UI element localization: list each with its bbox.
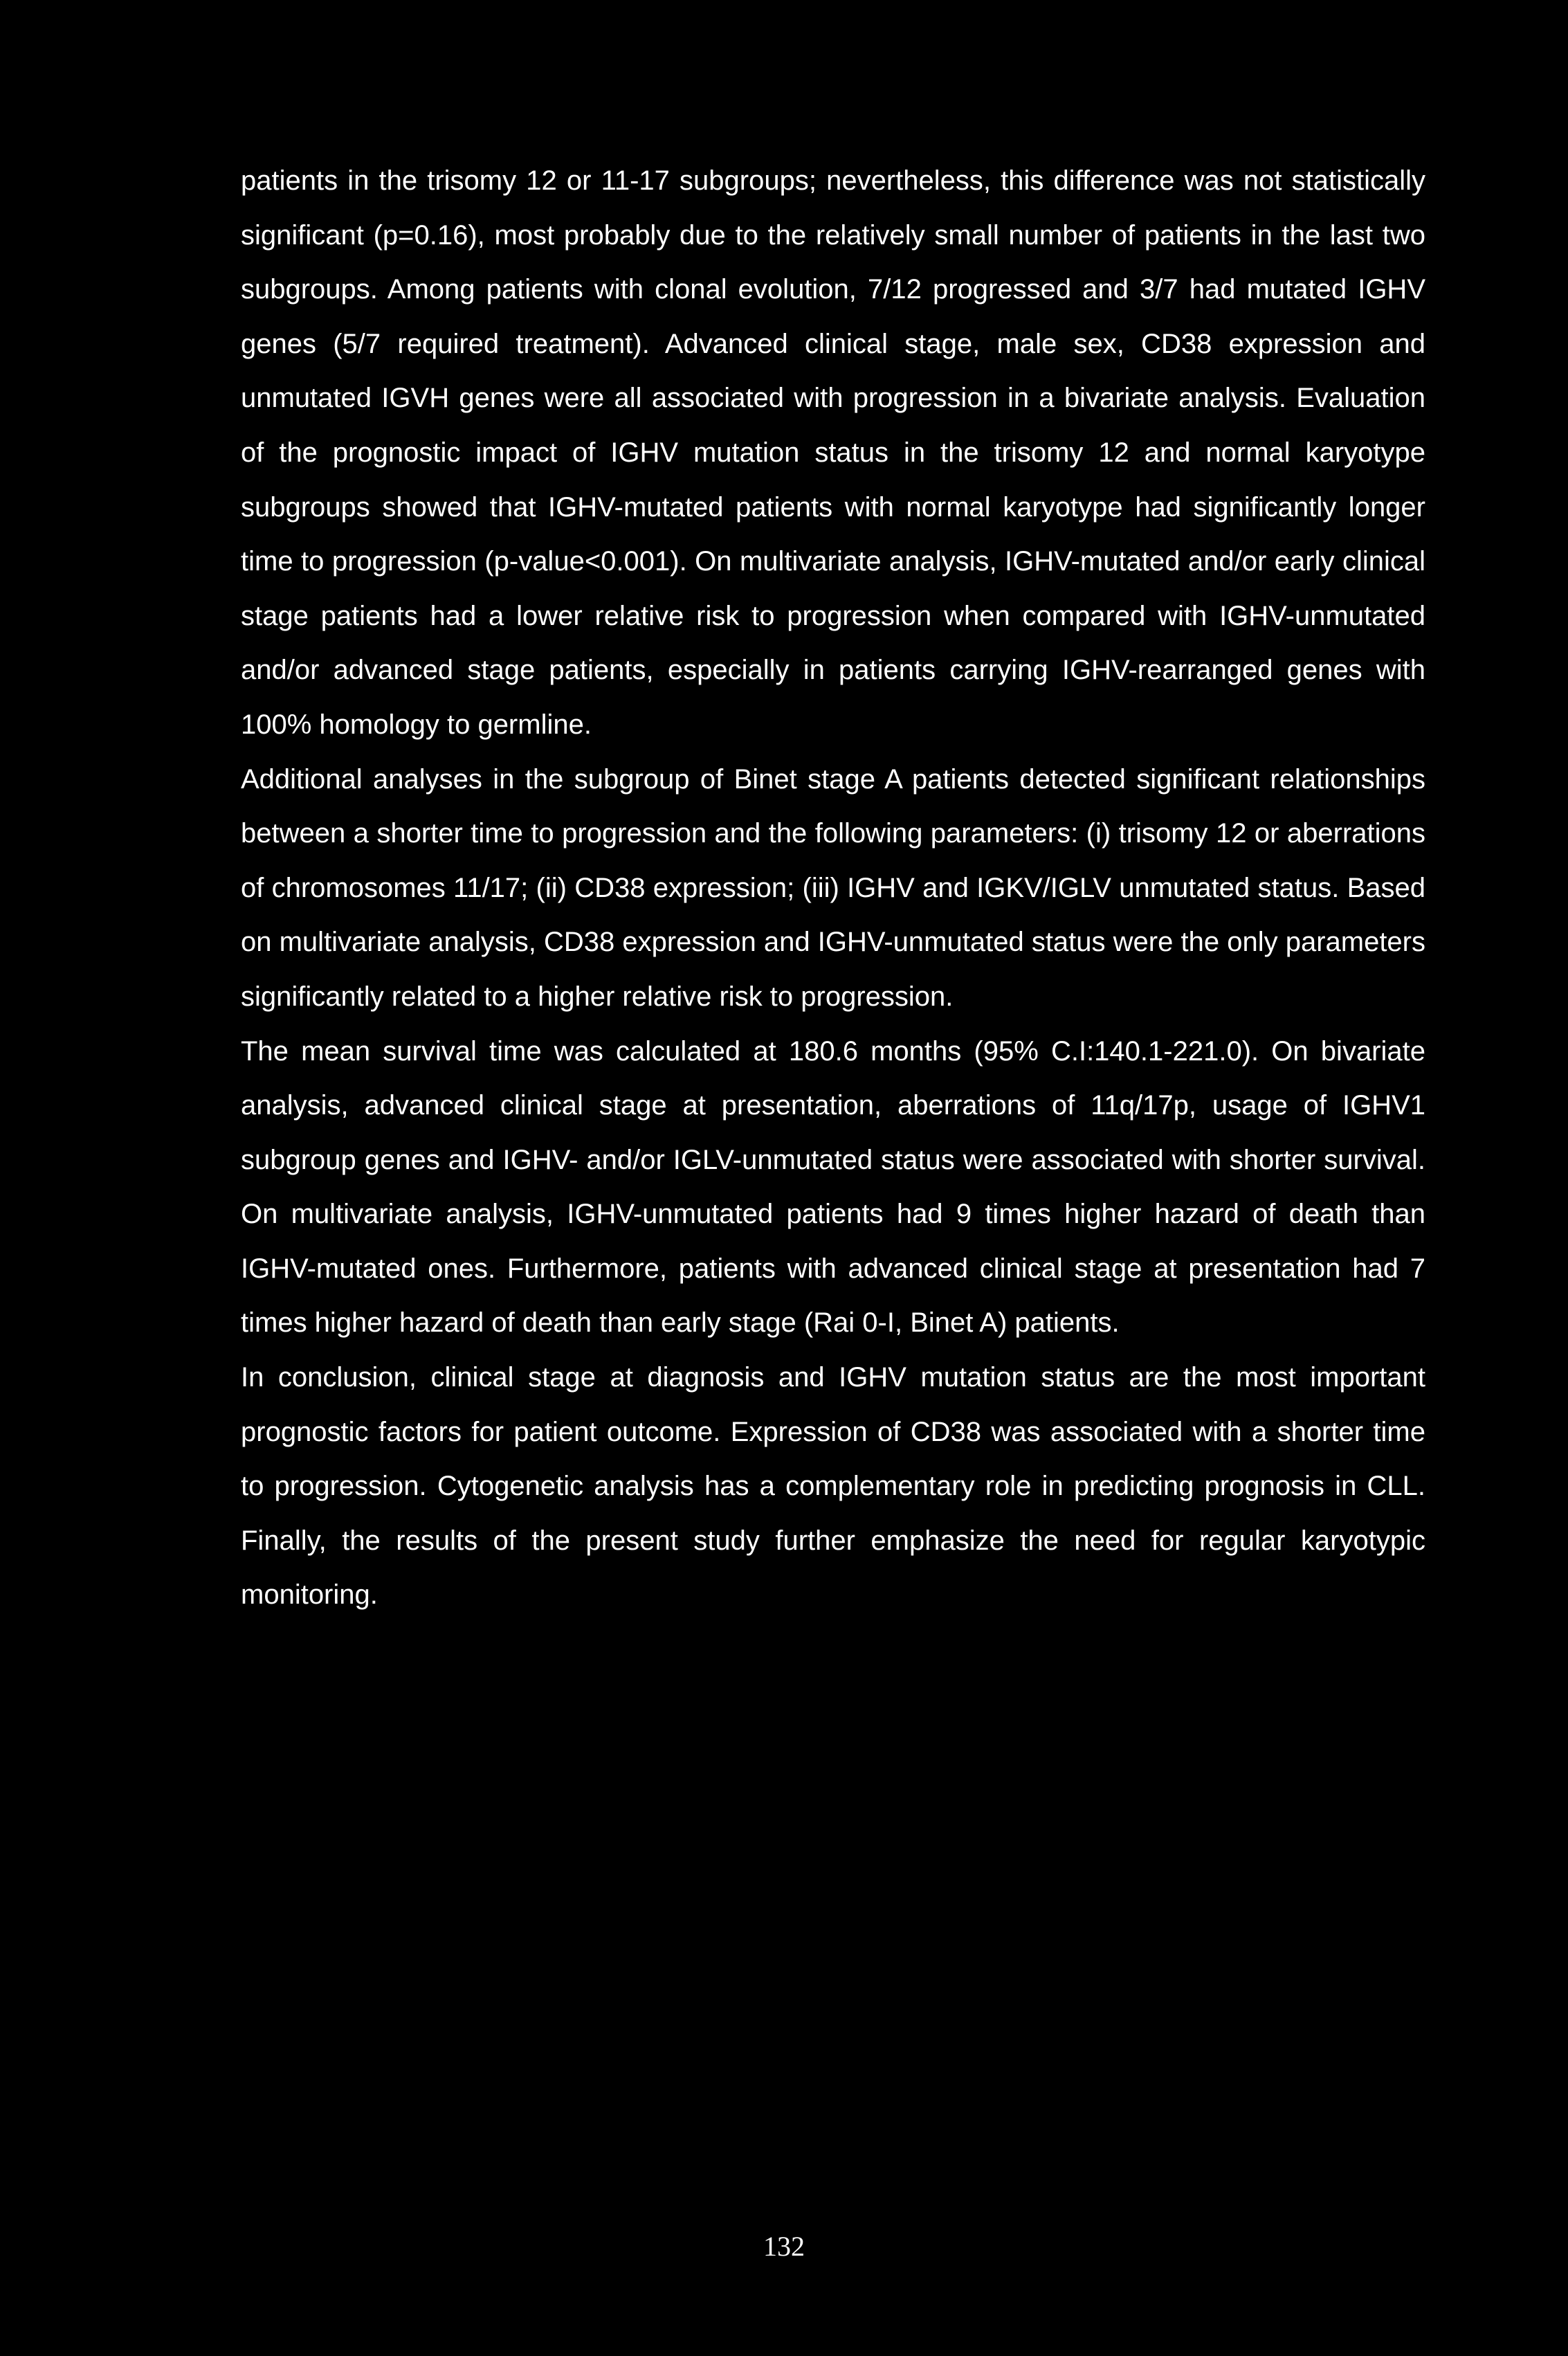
body-text [241, 154, 1425, 1622]
page-number: 132 [763, 2231, 805, 2262]
paragraph-conclusion: In conclusion, clinical stage at diagnosis and IGHV mutation status are the most important prognostic factors for patient outcome. Expression of CD38 was associated with a shorter time to progression. Cytogenetic analysis has a complementary role in predicting prognosis in CLL. Finally, the results of the present study further emphasize the need for regular karyotypic monitoring. [241, 1362, 1425, 1611]
paragraph-results-progression: patients in the trisomy 12 or 11-17 subgroups; nevertheless, this difference was not statistically significant (p=0.16), most probably due to the relatively small number of patients in the last two subgroups. Among patients with clonal evolution, 7/12 progressed and 3/7 had mutated IGHV genes (5/7 required treatment). Advanced clinical stage, male sex, CD38 expression and unmutated IGVH genes were all associated with progression in a bivariate analysis. Evaluation of the prognostic impact of IGHV mutation status in the trisomy 12 and normal karyotype subgroups showed that IGHV-mutated patients with normal karyotype had significantly longer time to progression (p-value<0.001). On multivariate analysis, IGHV-mutated and/or early clinical stage patients had a lower relative risk to progression when compared with IGHV-unmutated and/or advanced stage patients, especially in patients carrying IGHV-rearranged genes with 100% homology to germline. [241, 165, 1425, 740]
paragraph-binet-stage-a: Additional analyses in the subgroup of Binet stage A patients detected significant relationships between a shorter time to progression and the following parameters: (i) trisomy 12 or aberrations of chromosomes 11/17; (ii) CD38 expression; (iii) IGHV and IGKV/IGLV unmutated status. Based on multivariate analysis, CD38 expression and IGHV-unmutated status were the only parameters significantly related to a higher relative risk to progression. [241, 763, 1425, 1012]
paragraph-survival: The mean survival time was calculated at 180.6 months (95% C.I:140.1-221.0). On bivariate analysis, advanced clinical stage at presentation, aberrations of 11q/17p, usage of IGHV1 subgroup genes and IGHV- and/or IGLV-unmutated status were associated with shorter survival. On multivariate analysis, IGHV-unmutated patients had 9 times higher hazard of death than IGHV-mutated ones. Furthermore, patients with advanced clinical stage at presentation had 7 times higher hazard of death than early stage (Rai 0-I, Binet A) patients. [241, 1035, 1425, 1339]
